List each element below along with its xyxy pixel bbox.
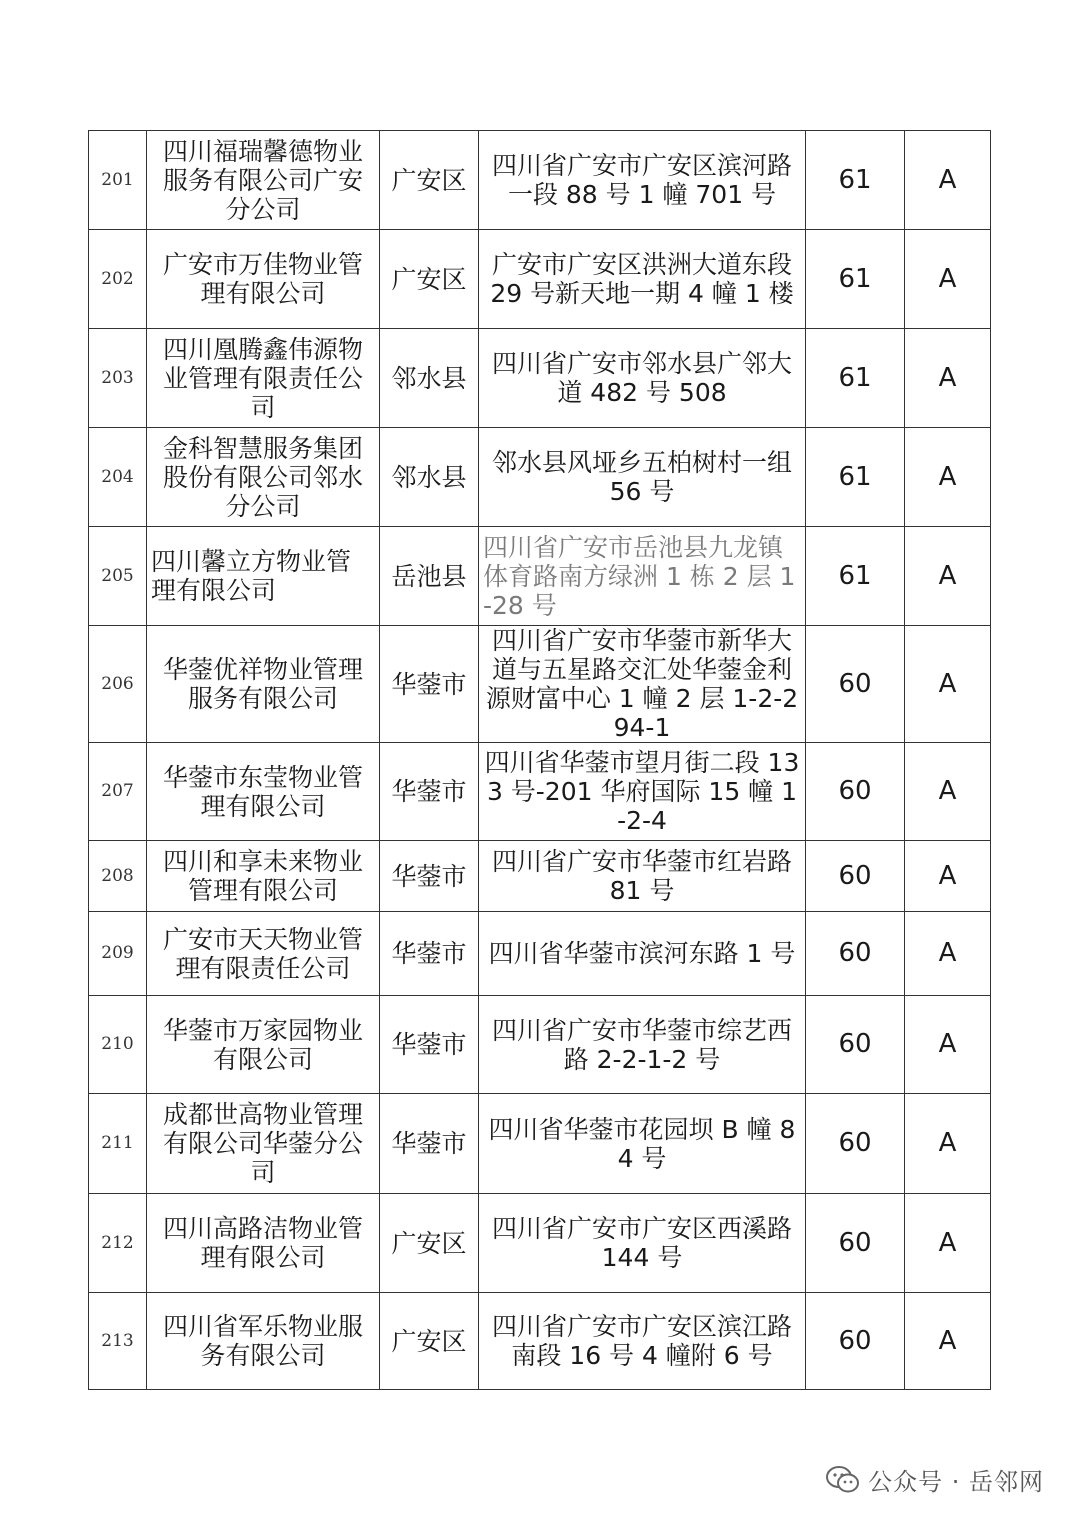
table-row	[89, 1293, 991, 1390]
address: 四川省华蓥市花园坝 B 幢 84 号	[479, 1094, 806, 1194]
watermark-text: 公众号 · 岳邻网	[868, 1468, 1044, 1496]
row-number: 209	[89, 912, 147, 996]
address: 四川省华蓥市望月街二段 133 号-201 华府国际 15 幢 1-2-4	[479, 743, 806, 841]
score: 60	[806, 626, 905, 743]
company-name: 金科智慧服务集团股份有限公司邻水分公司	[147, 428, 380, 527]
company-name: 华蓥优祥物业管理服务有限公司	[147, 626, 380, 743]
address: 四川省广安市广安区滨河路一段 88 号 1 幢 701 号	[479, 131, 806, 230]
row-number: 203	[89, 329, 147, 428]
score: 60	[806, 996, 905, 1094]
district: 广安区	[380, 131, 479, 230]
district: 广安区	[380, 1293, 479, 1390]
district: 华蓥市	[380, 996, 479, 1094]
district: 邻水县	[380, 428, 479, 527]
district: 岳池县	[380, 527, 479, 626]
district: 华蓥市	[380, 743, 479, 841]
table-row	[89, 428, 991, 527]
table-row	[89, 626, 991, 743]
company-name: 广安市万佳物业管理有限公司	[147, 230, 380, 329]
table-row	[89, 1094, 991, 1194]
grade: A	[905, 996, 991, 1094]
district: 华蓥市	[380, 1094, 479, 1194]
grade: A	[905, 428, 991, 527]
score: 61	[806, 230, 905, 329]
grade: A	[905, 131, 991, 230]
district: 华蓥市	[380, 626, 479, 743]
row-number: 206	[89, 626, 147, 743]
score: 61	[806, 428, 905, 527]
table-row	[89, 841, 991, 912]
address: 四川省广安市岳池县九龙镇体育路南方绿洲 1 栋 2 层 1-28 号	[479, 527, 806, 626]
table-row	[89, 230, 991, 329]
table-row	[89, 996, 991, 1094]
table-row	[89, 743, 991, 841]
grade: A	[905, 1194, 991, 1293]
address: 四川省广安市华蓥市综艺西路 2-2-1-2 号	[479, 996, 806, 1094]
row-number: 210	[89, 996, 147, 1094]
score: 60	[806, 1293, 905, 1390]
grade: A	[905, 527, 991, 626]
address: 四川省广安市华蓥市新华大道与五星路交汇处华蓥金利源财富中心 1 幢 2 层 1-2-294-1	[479, 626, 806, 743]
company-name: 四川凰腾鑫伟源物业管理有限责任公司	[147, 329, 380, 428]
score: 60	[806, 1194, 905, 1293]
company-name: 四川馨立方物业管理有限公司	[147, 527, 380, 626]
company-name: 广安市天天物业管理有限责任公司	[147, 912, 380, 996]
district: 邻水县	[380, 329, 479, 428]
score: 60	[806, 1094, 905, 1194]
company-name: 成都世高物业管理有限公司华蓥分公司	[147, 1094, 380, 1194]
score: 60	[806, 743, 905, 841]
district: 华蓥市	[380, 841, 479, 912]
company-name: 华蓥市东莹物业管理有限公司	[147, 743, 380, 841]
district: 广安区	[380, 1194, 479, 1293]
table-row	[89, 912, 991, 996]
row-number: 207	[89, 743, 147, 841]
table-row	[89, 1194, 991, 1293]
address: 四川省广安市华蓥市红岩路 81 号	[479, 841, 806, 912]
address: 邻水县风垭乡五柏树村一组 56 号	[479, 428, 806, 527]
score: 61	[806, 131, 905, 230]
address: 四川省广安市邻水县广邻大道 482 号 508	[479, 329, 806, 428]
grade: A	[905, 329, 991, 428]
wechat-icon	[826, 1466, 860, 1494]
company-name: 四川和享未来物业管理有限公司	[147, 841, 380, 912]
grade: A	[905, 1293, 991, 1390]
score: 60	[806, 841, 905, 912]
row-number: 213	[89, 1293, 147, 1390]
row-number: 211	[89, 1094, 147, 1194]
company-name: 四川高路洁物业管理有限公司	[147, 1194, 380, 1293]
score: 61	[806, 329, 905, 428]
company-name: 华蓥市万家园物业有限公司	[147, 996, 380, 1094]
address: 四川省广安市广安区滨江路南段 16 号 4 幢附 6 号	[479, 1293, 806, 1390]
row-number: 201	[89, 131, 147, 230]
table-row	[89, 329, 991, 428]
company-name: 四川省军乐物业服务有限公司	[147, 1293, 380, 1390]
address: 广安市广安区洪洲大道东段 29 号新天地一期 4 幢 1 楼	[479, 230, 806, 329]
grade: A	[905, 230, 991, 329]
row-number: 205	[89, 527, 147, 626]
table-row	[89, 131, 991, 230]
row-number: 212	[89, 1194, 147, 1293]
grade: A	[905, 912, 991, 996]
company-name: 四川福瑞馨德物业服务有限公司广安分公司	[147, 131, 380, 230]
address: 四川省广安市广安区西溪路 144 号	[479, 1194, 806, 1293]
property-rating-table	[88, 130, 991, 1390]
watermark	[826, 1462, 1044, 1497]
grade: A	[905, 1094, 991, 1194]
row-number: 208	[89, 841, 147, 912]
table-row	[89, 527, 991, 626]
row-number: 204	[89, 428, 147, 527]
score: 60	[806, 912, 905, 996]
row-number: 202	[89, 230, 147, 329]
district: 华蓥市	[380, 912, 479, 996]
grade: A	[905, 743, 991, 841]
grade: A	[905, 626, 991, 743]
district: 广安区	[380, 230, 479, 329]
score: 61	[806, 527, 905, 626]
grade: A	[905, 841, 991, 912]
address: 四川省华蓥市滨河东路 1 号	[479, 912, 806, 996]
